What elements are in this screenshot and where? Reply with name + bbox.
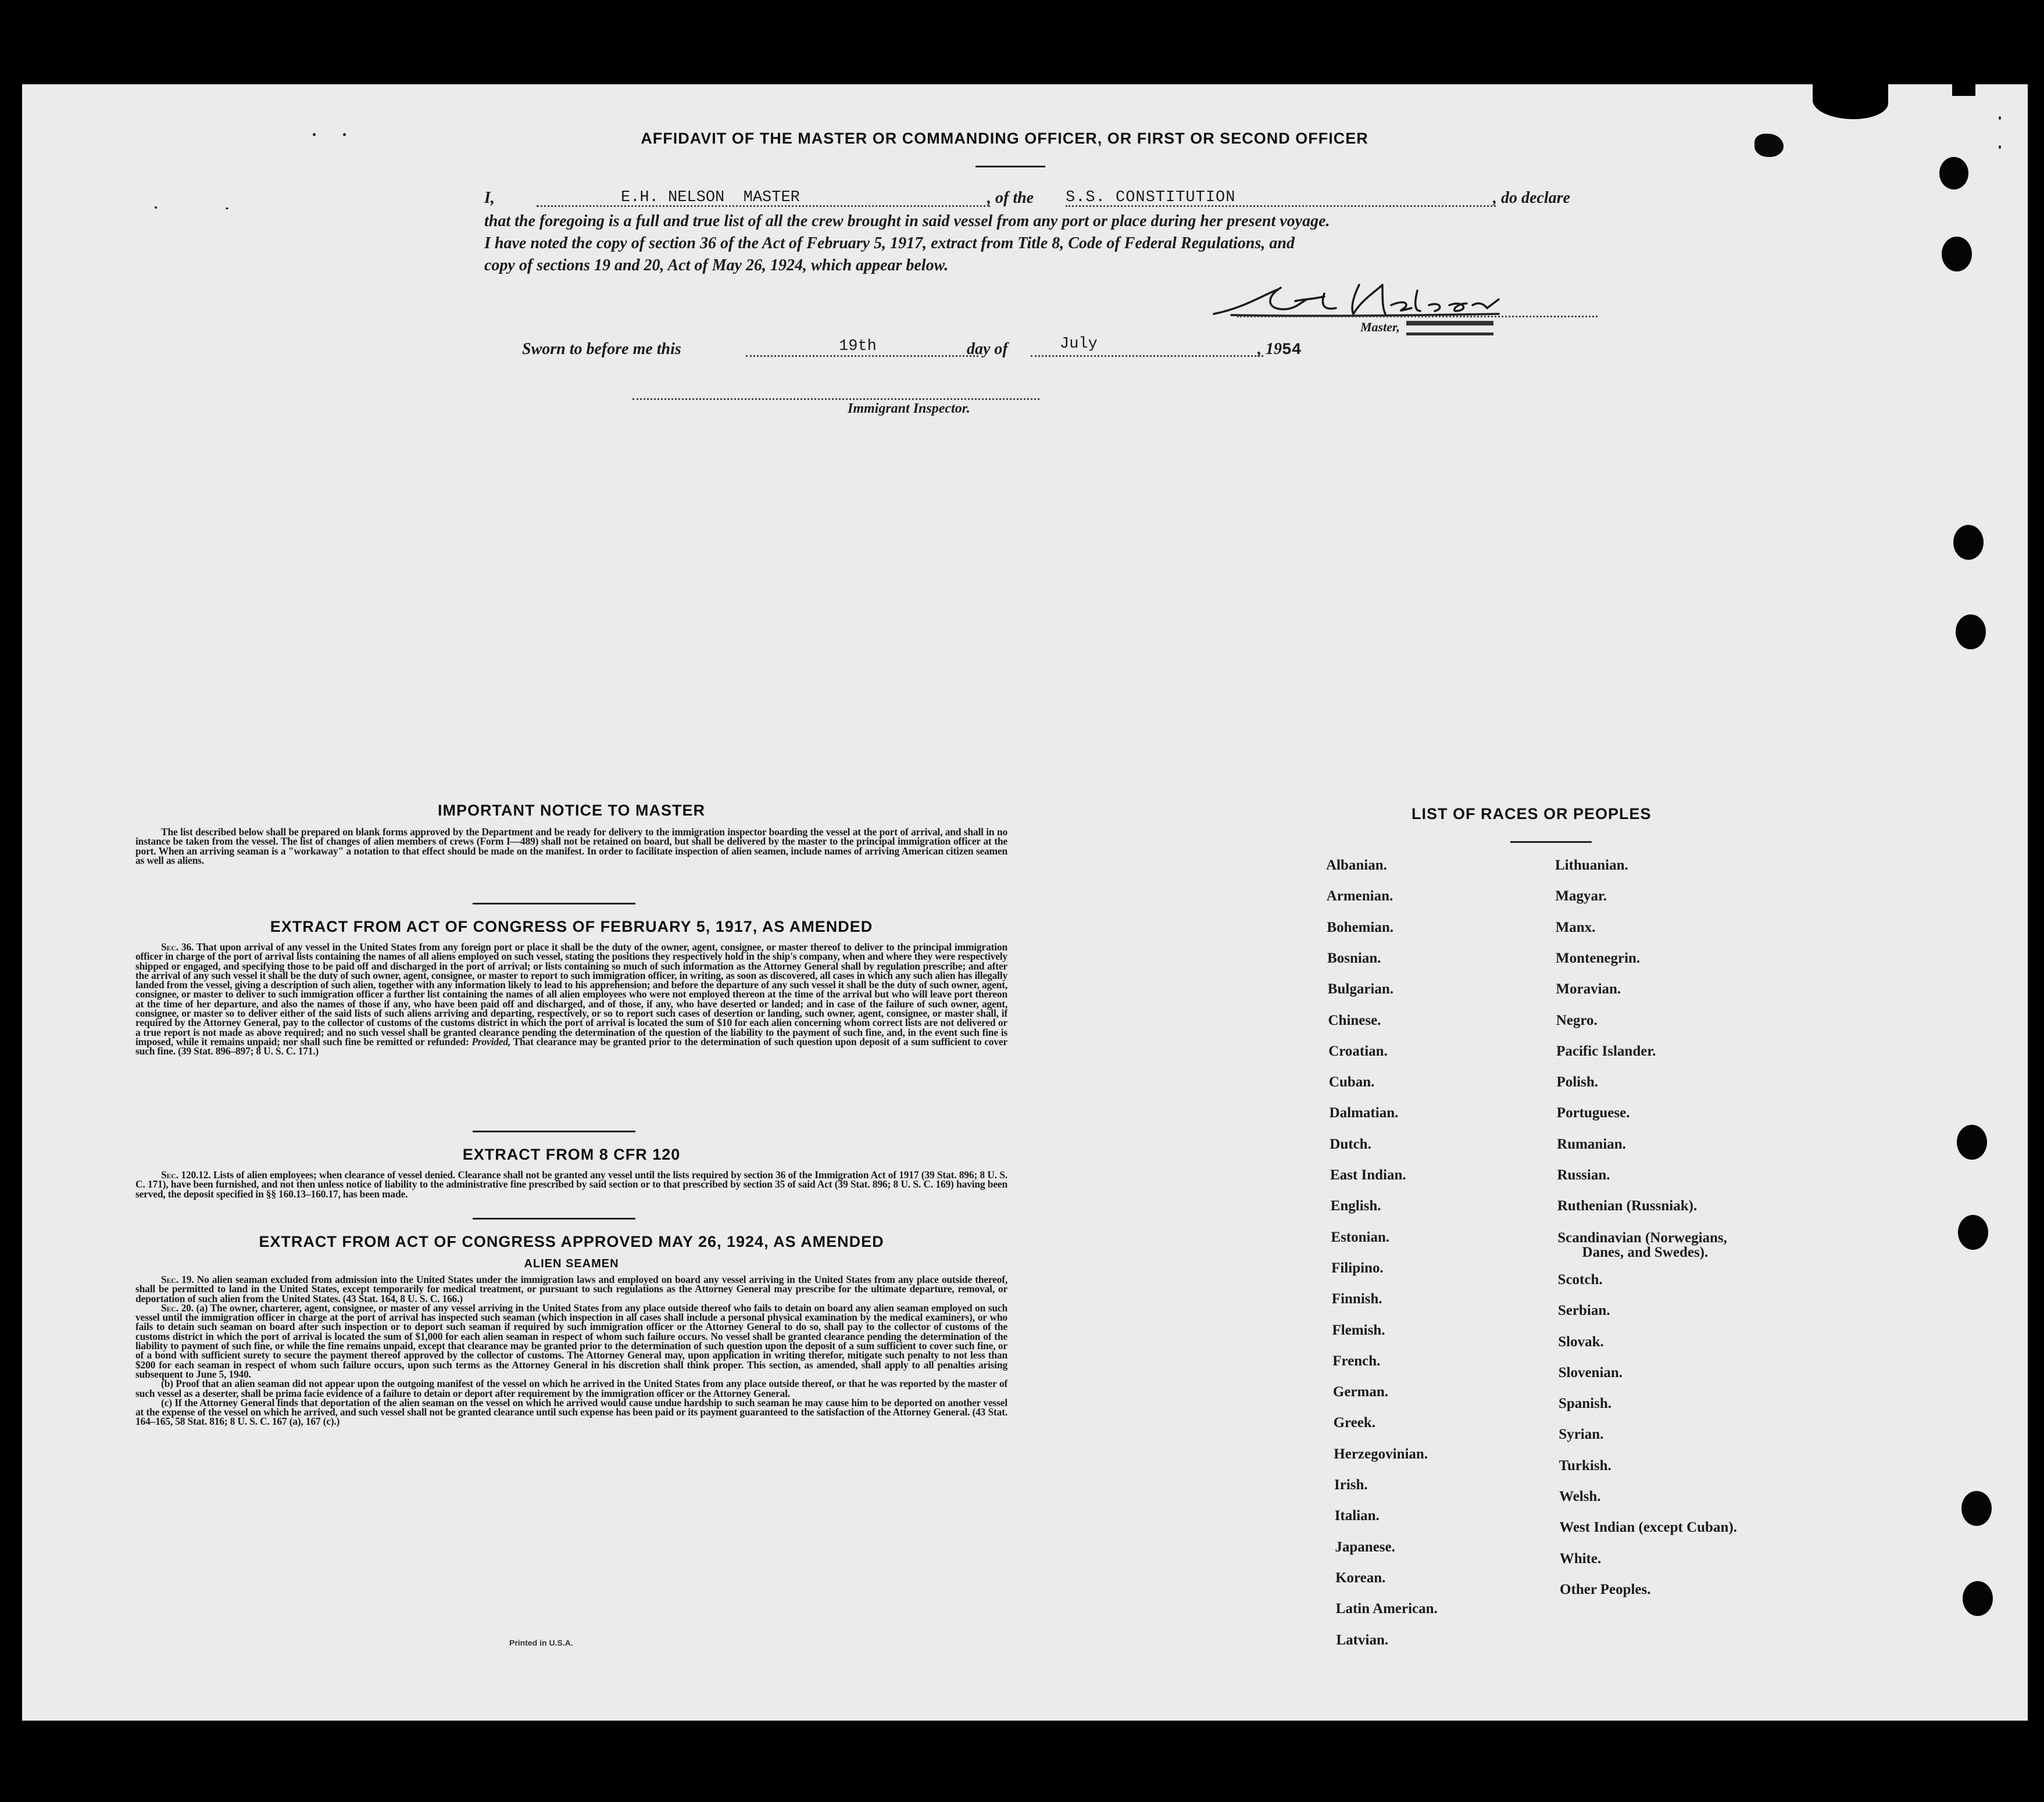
race-item: French. [1332, 1353, 1381, 1369]
affidavit-title: AFFIDAVIT OF THE MASTER OR COMMANDING OFFICER, OR FIRST OR SECOND OFFICER [641, 130, 1368, 147]
affidavit-line2: that the foregoing is a full and true list of all the crew brought in said vessel from any port or place during her present voyage. [484, 212, 1330, 230]
sec-20c-paragraph: (c) If the Attorney General finds that deportation of the alien seaman on the vessel on which he arrived would cause undue hardship to such seaman he may cause him to be deported on another vessel at the expense of the vessel on which he arrived, and such vessel shall not be granted clearance until such expense has been paid or its payment guaranteed to the satisfaction of the Attorney General. (43 Stat. 164–165, 58 Stat. 816; 8 U. S. C. 167 (a), 167 (c).) [135, 1396, 1007, 1428]
race-item: Russian. [1557, 1167, 1610, 1183]
inspector-signature-line [633, 398, 1039, 400]
document-page [22, 84, 2028, 1721]
sec-19-label: Sec. 19. [161, 1274, 194, 1285]
sworn-month-line [1031, 355, 1263, 357]
race-item: Danes, and Swedes). [1582, 1244, 1709, 1260]
race-item: Montenegrin. [1556, 950, 1641, 966]
punch-hole [1963, 1581, 1993, 1616]
race-item: Bulgarian. [1327, 981, 1394, 997]
race-item: Turkish. [1559, 1457, 1611, 1474]
printed-in-usa: Printed in U.S.A. [509, 1638, 573, 1647]
sec-20b-paragraph: (b) Proof that an alien seaman did not appear upon the outgoing manifest of the vessel on which he arrived in the United States from any place outside thereof, or that he was reported by the master of such vessel as a deserter, shall be prima facie evidence of a failure to detain or deport after requirement by the immigration officer or the Attorney General. [135, 1378, 1007, 1399]
sworn-day-line [746, 355, 978, 357]
race-item: Rumanian. [1557, 1136, 1626, 1152]
speck [1999, 145, 2001, 149]
race-item: Finnish. [1331, 1291, 1382, 1307]
race-item: Armenian. [1326, 888, 1393, 904]
race-item: Cuban. [1328, 1074, 1375, 1091]
sec-120-text: Lists of alien employees; when clearance of vessel denied. Clearance shall not be granted any vessel until the lists required by section 36 of the Immigration Act of 1917 (39 Stat. 896; 8 U. S. C. 171), have been furnished, and not then unless notice of liability to the administrative fine prescribed by said section or to that prescribed by section 35 of said Act (39 Stat. 896; 8 U. S. C. 169) having been served, the deposit specified in §§ 160.13–160.17, has been made. [135, 1169, 1007, 1200]
race-item: Filipino. [1331, 1260, 1384, 1276]
torn-corner [1952, 84, 1975, 96]
race-item: Magyar. [1555, 888, 1607, 904]
declarant-name: E.H. NELSON MASTER [621, 189, 800, 206]
race-item: Polish. [1556, 1074, 1598, 1091]
race-item: Estonian. [1331, 1229, 1390, 1245]
race-item: Pacific Islander. [1556, 1043, 1656, 1059]
sec-19-paragraph [135, 1275, 1007, 1303]
race-item: Scandinavian (Norwegians, [1557, 1229, 1727, 1246]
punch-hole [1956, 614, 1986, 649]
race-item: Dutch. [1330, 1136, 1371, 1152]
affidavit-i: I, [484, 189, 495, 207]
of-the-label: , of the [987, 189, 1034, 207]
race-item: Herzegovinian. [1334, 1446, 1428, 1462]
speck [226, 208, 228, 209]
race-item: Slovenian. [1558, 1364, 1623, 1381]
race-item: Croatian. [1328, 1043, 1388, 1059]
race-item: Latvian. [1336, 1632, 1389, 1648]
sec-19-text: No alien seaman excluded from admission into the United States under the immigration laws and employed on board any vessel arriving in the United States from any place outside thereof, shall be permitted to land in the United States, except temporarily for medical treatment, or pursuant to such regulations as the Attorney General may prescribe for the ultimate departure, removal, or deportation of such alien from the United States. (43 Stat. 164, 8 U. S. C. 166.) [135, 1274, 1007, 1304]
sec-20a-paragraph [135, 1303, 1007, 1379]
race-item: Slovak. [1558, 1333, 1604, 1350]
section-rule [473, 1218, 635, 1220]
race-item: Japanese. [1335, 1539, 1395, 1555]
race-item: West Indian (except Cuban). [1559, 1519, 1737, 1536]
race-item: Latin American. [1335, 1601, 1438, 1617]
torn-corner [1813, 84, 1888, 119]
race-item: Scotch. [1557, 1271, 1603, 1288]
race-item: Serbian. [1557, 1303, 1610, 1319]
affidavit-line3: I have noted the copy of section 36 of the Act of February 5, 1917, extract from Title 8, Code of Federal Regulations, and [484, 234, 1295, 252]
race-item: Manx. [1555, 919, 1596, 935]
sec-36-label: Sec. 36. [161, 941, 194, 953]
speck [1999, 116, 2001, 120]
notice-text: The list described below shall be prepared on blank forms approved by the Department and be ready for delivery to the immigration inspector boarding the vessel at the port of arrival, and shall in no instance be taken from the vessel. The list of changes of alien members of crews (Form I—489) shall not be retained on board, but shall be delivered by the master to the principal immigration officer at the port. When an arriving seaman is a "workaway" a notation to that effect should be made on the manifest. In order to facilitate inspection of alien seamen, include names of arriving American citizen seamen as well as aliens. [135, 826, 1007, 866]
year-suffix: 54 [1282, 341, 1302, 359]
race-item: East Indian. [1330, 1167, 1406, 1183]
punch-hole [1953, 525, 1984, 560]
race-item: Albanian. [1326, 857, 1387, 873]
sec-120-label: Sec. 120.12. [161, 1169, 211, 1181]
race-item: Flemish. [1332, 1322, 1385, 1338]
extract-cfr-title: EXTRACT FROM 8 CFR 120 [462, 1146, 681, 1163]
race-item: Lithuanian. [1555, 857, 1628, 873]
race-item: Greek. [1333, 1415, 1376, 1431]
race-item: English. [1330, 1198, 1381, 1214]
race-item: Portuguese. [1556, 1105, 1630, 1121]
alien-seamen-subtitle: ALIEN SEAMEN [524, 1257, 619, 1270]
signature-line [1237, 316, 1598, 317]
race-item: Dalmatian. [1329, 1105, 1399, 1121]
title-rule [975, 166, 1045, 167]
race-item: Korean. [1335, 1569, 1386, 1586]
extract-1917-title: EXTRACT FROM ACT OF CONGRESS OF FEBRUARY 5, 1917, AS AMENDED [270, 918, 873, 935]
race-item: Negro. [1556, 1012, 1598, 1028]
signature-caption: Master, [1360, 320, 1400, 334]
section-rule [473, 903, 635, 904]
extract-cfr-text [135, 1170, 1007, 1199]
race-item: Welsh. [1559, 1489, 1601, 1504]
race-item: Italian. [1334, 1508, 1380, 1524]
notice-title: IMPORTANT NOTICE TO MASTER [438, 802, 705, 819]
vessel-name: S.S. CONSTITUTION [1066, 189, 1236, 206]
extract-1924-title: EXTRACT FROM ACT OF CONGRESS APPROVED MAY 26, 1924, AS AMENDED [259, 1233, 884, 1250]
race-item: Spanish. [1558, 1396, 1611, 1412]
sec-36-text-end: That clearance may be granted prior to the determination of such question upon deposit of a sum sufficient to cover such fine. (39 Stat. 896–897; 8 U. S. C. 171.) [135, 1035, 1007, 1057]
sec-20a-text: (a) The owner, charterer, agent, consignee, or master of any vessel arriving in the United States from any place outside thereof who fails to detain on board any alien seaman employed on such vessel until the immigration officer in charge at the port of arrival has inspected such seaman (which inspection in all cases shall include a personal physical examination by the medical examiners), or who fails to detain such seaman on board after such inspection or to deport such seaman if required by such immigration officer or the Attorney General to do so, shall pay to the collector of customs of the customs district in which the port of arrival is located the sum of $1,000 for each alien seaman in respect of whom such failure occurs. No vessel shall be granted clearance pending the determination of the liability to payment of such fine, or while the fine remains unpaid, except that clearance may be granted prior to the determination of such question upon the deposit of a sum sufficient to cover such fine, or of a bond with sufficient surety to secure the payment thereof approved by the collector of customs. The Attorney General may, upon application in writing therefor, mitigate such penalty to not less than $200 for each seaman in respect of whom such failure occurs, upon such terms as the Attorney General in his discretion shall think proper. This section, as amended, shall apply to all penalties arising subsequent to June 5, 1940. [135, 1302, 1007, 1380]
proviso-label: Provided, [471, 1035, 511, 1047]
extract-1917-text [135, 942, 1007, 1056]
race-item: German. [1332, 1384, 1389, 1400]
races-title: LIST OF RACES OR PEOPLES [1411, 805, 1652, 823]
speck [155, 206, 157, 209]
race-item: Irish. [1334, 1477, 1368, 1493]
section-rule [473, 1131, 635, 1132]
sworn-month: July [1060, 335, 1098, 353]
race-item: White. [1559, 1550, 1602, 1567]
race-item: Moravian. [1556, 981, 1621, 997]
race-item: Chinese. [1328, 1012, 1381, 1028]
punch-hole [1961, 1491, 1992, 1526]
sworn-label: Sworn to before me this [522, 340, 681, 358]
sec-36-text: That upon arrival of any vessel in the United States from any foreign port or place it shall be the duty of the owner, agent, consignee, or master thereof to deliver to the principal immigration officer in charge of the port of arrival lists containing the names of all aliens employed on such vessel, stating the positions they respectively hold in the ship's company, when and where they were respectively shipped or engaged, and specifying those to be paid off and discharged in the port of arrival; or lists containing so much of such information as the Attorney General shall by regulation prescribe; and after the arrival of any such vessel it shall be the duty of such owner, agent, consignee, or master to report to such immigration officer, in writing, as soon as discovered, all cases in which any such alien has illegally landed from the vessel, giving a description of such alien, together with any information likely to lead to his apprehension; and before the departure of any such vessel it shall be the duty of such owner, agent, consignee, or master to deliver to such immigration officer a further list containing the names of all alien employees who were not employed thereon at the time of the arrival but who will leave port thereon at the time of her departure, and also the names of those if any, who have been paid off and discharged, and of those, if any, who have deserted or landed; and in case of the failure of such owner, agent, consignee, or master so to deliver either of the said lists of such aliens arriving and departing, respectively, or so to report such cases of desertion or landing, such owner, agent, consignee, or master shall, if required by the Attorney General, pay to the collector of customs of the customs district in which the port of arrival is located the sum of $10 for each alien concerning whom correct lists are not delivered or a true report is not made as above required; and no such vessel shall be granted clearance pending the determination of the question of the liability to the payment of such fine, and, in the event such fine is imposed, while it remains unpaid; nor shall such fine be remitted or refunded: [135, 941, 1007, 1047]
race-item: Other Peoples. [1560, 1581, 1651, 1597]
year-prefix: , 19 [1257, 340, 1282, 358]
struck-titles [1406, 321, 1493, 335]
race-item: Ruthenian (Russniak). [1557, 1198, 1698, 1214]
punch-hole [1942, 237, 1972, 271]
sec-20-label: Sec. 20. [161, 1302, 194, 1314]
punch-hole [1939, 157, 1968, 190]
race-item: Bohemian. [1327, 919, 1393, 935]
race-item: Bosnian. [1327, 950, 1381, 966]
affidavit-line4: copy of sections 19 and 20, Act of May 26, 1924, which appear below. [484, 256, 949, 274]
race-item: Syrian. [1559, 1426, 1604, 1443]
day-of-label: day of [967, 340, 1008, 358]
races-title-rule [1510, 841, 1592, 843]
punch-hole [1958, 1215, 1988, 1250]
punch-hole [1957, 1125, 1987, 1160]
do-declare-label: , do declare [1493, 189, 1570, 207]
sworn-day: 19th [839, 338, 877, 355]
inspector-caption: Immigrant Inspector. [848, 401, 970, 416]
